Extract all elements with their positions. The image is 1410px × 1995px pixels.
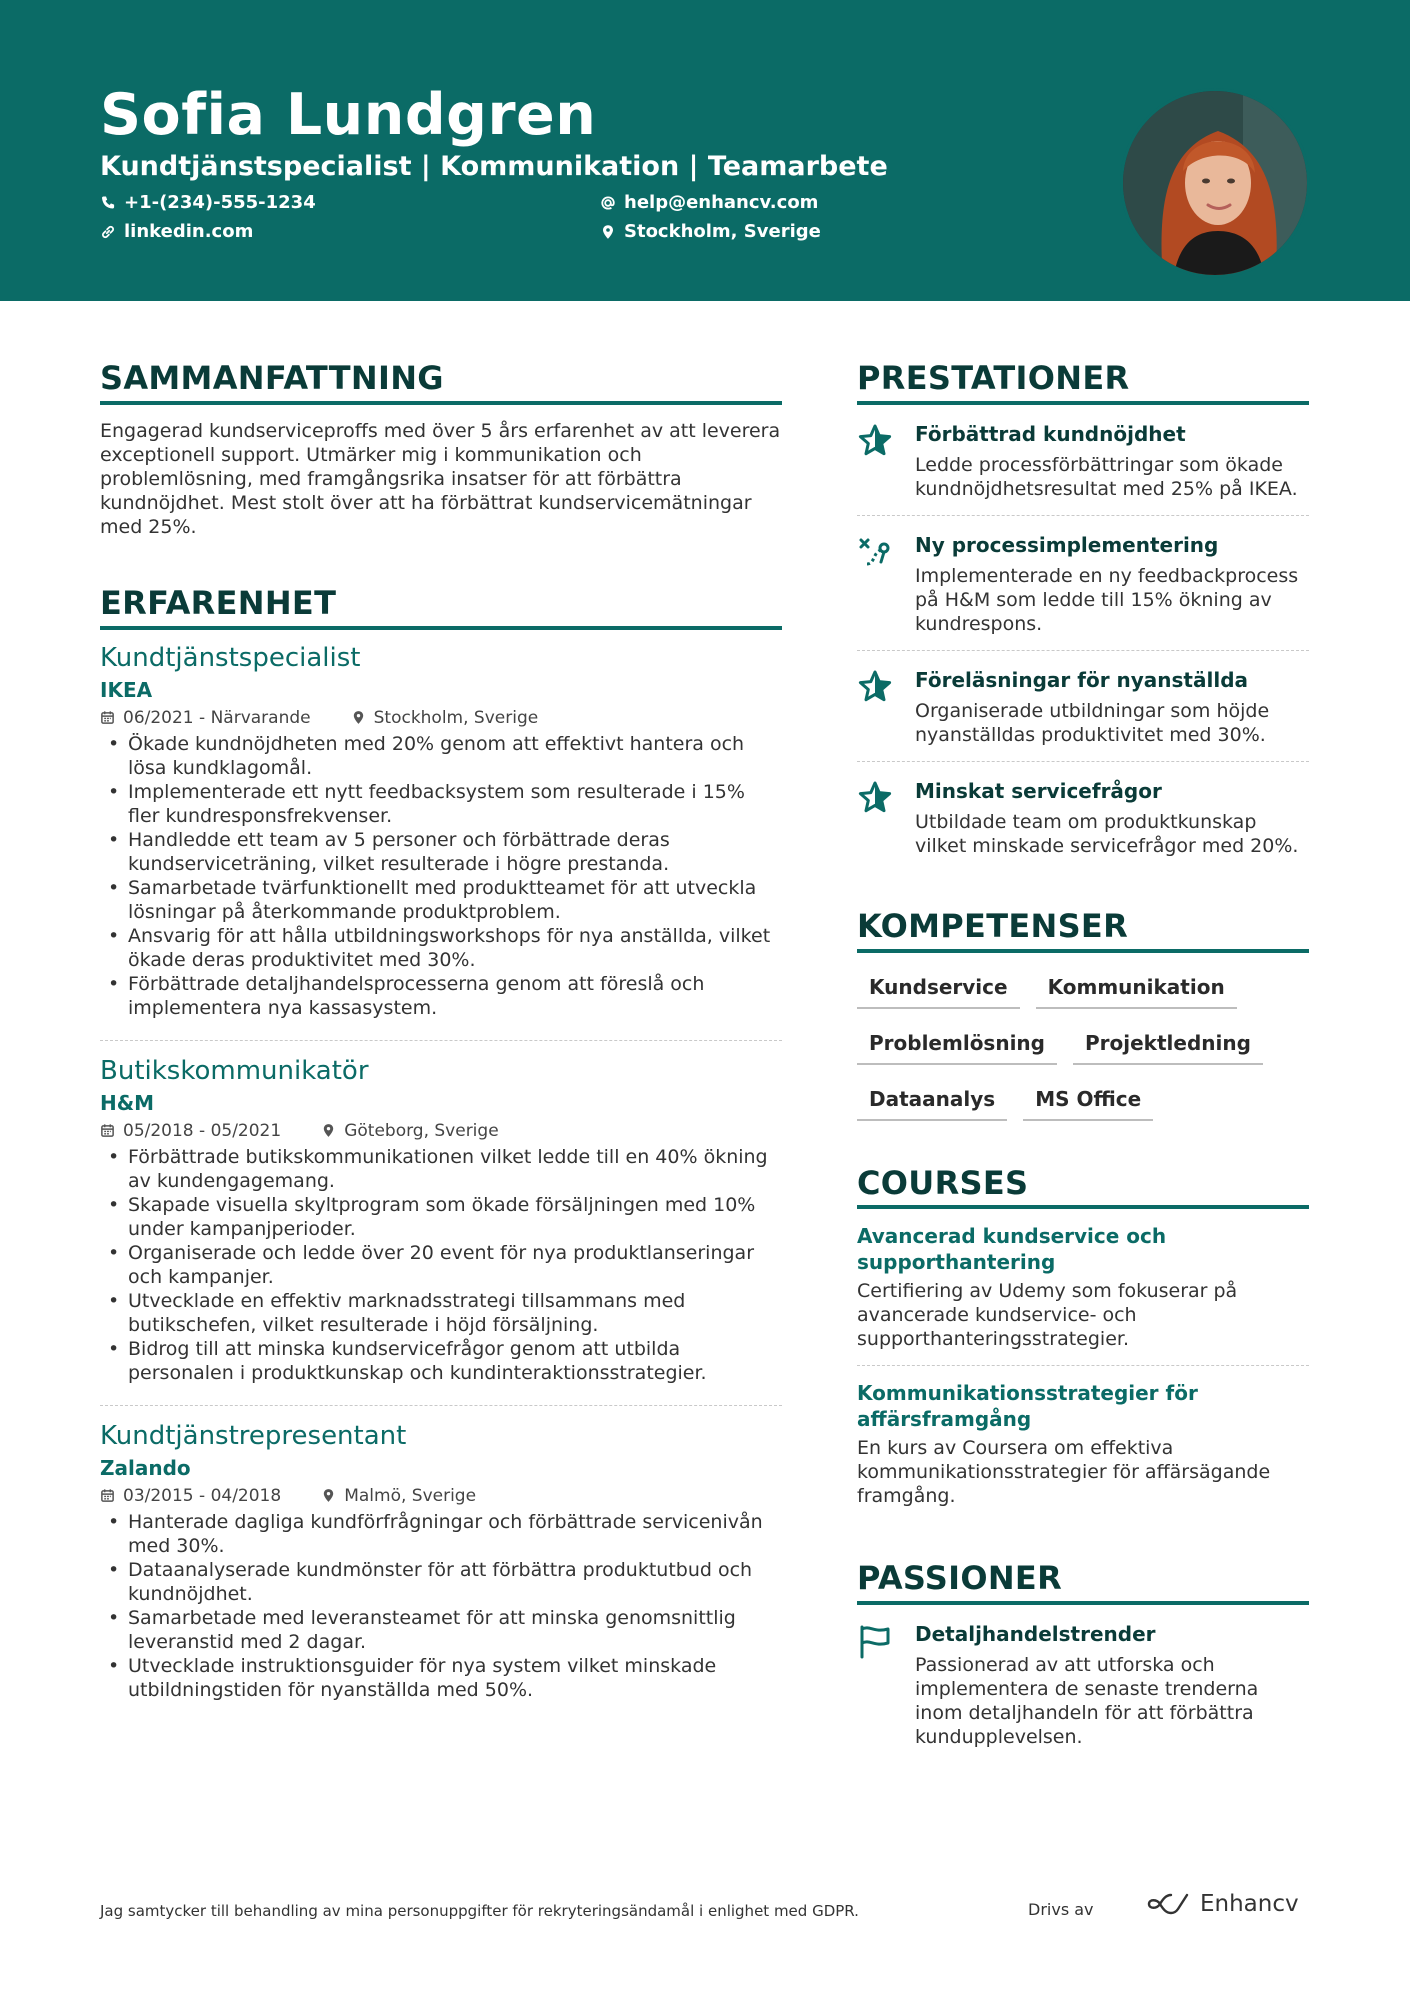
bullet: • Samarbetade tvärfunktionellt med produktteamet för att utveckla lösningar på återkommande produktproblem. [100, 876, 782, 924]
job-meta [100, 1121, 782, 1141]
route-icon [857, 534, 893, 570]
skill-tag: Dataanalys [857, 1081, 1007, 1121]
contact-phone[interactable] [100, 192, 316, 213]
achievement-title: Förbättrad kundnöjdhet [915, 421, 1186, 446]
passion-item [857, 1605, 1309, 1763]
skill-tag: Problemlösning [857, 1025, 1057, 1065]
enhancv-logo-icon [1146, 1892, 1192, 1916]
profile-photo [1120, 88, 1310, 278]
job-location: Stockholm, Sverige [373, 707, 539, 728]
location-text: Stockholm, Sverige [624, 221, 821, 242]
location-pin-icon [321, 1488, 336, 1503]
candidate-name: Sofia Lundgren [100, 82, 597, 148]
at-icon [600, 195, 616, 211]
achievements-title: PRESTATIONER [857, 360, 1309, 405]
experience-title: ERFARENHET [100, 585, 782, 630]
bullet: • Organiserade och ledde över 20 event för nya produktlanseringar och kampanjer. [100, 1241, 782, 1289]
star-icon [857, 423, 893, 459]
achievement-title: Föreläsningar för nyanställda [915, 667, 1249, 692]
skill-tag: MS Office [1023, 1081, 1153, 1121]
bullet: • Implementerade ett nytt feedbacksystem som resulterade i 15% fler kundresponsfrekvenser. [100, 780, 782, 828]
passion-title: Detaljhandelstrender [915, 1622, 1156, 1647]
achievement-title: Minskat servicefrågor [915, 778, 1162, 803]
bullet: • Ökade kundnöjdheten med 20% genom att effektivt hantera och lösa kundklagomål. [100, 732, 782, 780]
location-pin-icon [351, 710, 366, 725]
tagline: Kundtjänstspecialist | Kommunikation | Teamarbete [100, 151, 888, 182]
contact-linkedin[interactable] [100, 221, 253, 242]
job-dates: 05/2018 - 05/2021 [123, 1120, 282, 1141]
location-pin-icon [321, 1123, 336, 1138]
bullet: • Dataanalyserade kundmönster för att förbättra produktutbud och kundnöjdhet. [100, 1558, 782, 1606]
star-icon [857, 780, 893, 816]
course-item [857, 1366, 1309, 1522]
achievement-item [857, 651, 1309, 762]
job-entry [100, 1041, 782, 1406]
contact-location [600, 221, 821, 242]
job-location: Göteborg, Sverige [344, 1120, 499, 1141]
skill-tag: Kundservice [857, 969, 1020, 1009]
phone-text: +1-(234)-555-1234 [124, 192, 316, 213]
powered-by: Drivs av [1028, 1900, 1094, 1919]
header [0, 0, 1410, 301]
right-column [857, 360, 1309, 1763]
achievement-item [857, 405, 1309, 516]
courses-title: COURSES [857, 1165, 1309, 1210]
job-meta [100, 708, 782, 728]
bullet: • Bidrog till att minska kundservicefrågor genom att utbilda personalen i produktkunskap och kundinteraktionsstrategier. [100, 1337, 782, 1385]
job-entry [100, 630, 782, 1041]
achievement-item [857, 516, 1309, 651]
skill-tag: Kommunikation [1036, 969, 1237, 1009]
job-bullets [100, 1145, 782, 1385]
job-entry [100, 1406, 782, 1722]
achievement-item [857, 762, 1309, 872]
summary-text: Engagerad kundserviceproffs med över 5 års erfarenhet av att leverera exceptionell support. Utmärker mig i kommunikation och problemlösning, med framgångsrika insatser för att förbättra kundnöjdhet. Mest stolt över att ha förbättrat kundservicemätningar med 25%. [100, 419, 781, 538]
left-column [100, 360, 782, 1722]
bullet: • Samarbetade med leveransteamet för att minska genomsnittlig leveranstid med 2 dagar. [100, 1606, 782, 1654]
job-bullets [100, 1510, 782, 1702]
avatar-illustration [1123, 91, 1310, 278]
star-icon [857, 669, 893, 705]
course-title: Avancerad kundservice och supporthantering [857, 1224, 1167, 1275]
bullet: • Förbättrade detaljhandelsprocesserna genom att föreslå och implementera nya kassasystem. [100, 972, 782, 1020]
job-dates: 06/2021 - Närvarande [123, 707, 311, 728]
achievement-title: Ny processimplementering [915, 532, 1219, 557]
location-pin-icon [600, 224, 616, 240]
bullet: • Förbättrade butikskommunikationen vilket ledde till en 40% ökning av kundengagemang. [100, 1145, 782, 1193]
email-text: help@enhancv.com [624, 192, 819, 213]
linkedin-text: linkedin.com [124, 221, 254, 242]
bullet: • Utvecklade en effektiv marknadsstrategi tillsammans med butikschefen, vilket resulterade i höjd försäljning. [100, 1289, 782, 1337]
job-title: Kundtjänstrepresentant [100, 1420, 407, 1451]
calendar-icon [100, 1123, 115, 1138]
job-title: Kundtjänstspecialist [100, 642, 361, 673]
job-dates: 03/2015 - 04/2018 [123, 1485, 282, 1506]
achievement-desc: Organiserade utbildningar som höjde nyanställdas produktivitet med 30%. [915, 699, 1270, 746]
gdpr-consent: Jag samtycker till behandling av mina personuppgifter för rekryteringsändamål i enlighet med GDPR. [100, 1902, 859, 1920]
job-location: Malmö, Sverige [344, 1485, 477, 1506]
bullet: • Ansvarig för att hålla utbildningsworkshops för nya anställda, vilket ökade deras produktivitet med 30%. [100, 924, 782, 972]
skill-tag: Projektledning [1073, 1025, 1263, 1065]
job-company: H&M [100, 1090, 155, 1115]
calendar-icon [100, 1488, 115, 1503]
job-title: Butikskommunikatör [100, 1055, 369, 1086]
brand-name: Enhancv [1200, 1891, 1299, 1917]
bullet: • Hanterade dagliga kundförfrågningar och förbättrade servicenivån med 30%. [100, 1510, 782, 1558]
course-title: Kommunikationsstrategier för affärsframgång [857, 1381, 1198, 1432]
course-desc: Certifiering av Udemy som fokuserar på avancerade kundservice- och supporthanteringsstrategier. [857, 1280, 1238, 1351]
contact-email[interactable] [600, 192, 818, 213]
bullet: • Handledde ett team av 5 personer och förbättrade deras kundserviceträning, vilket resulterade i högre prestanda. [100, 828, 782, 876]
achievement-desc: Implementerade en ny feedbackprocess på H&M som ledde till 15% ökning av kundrespons. [915, 564, 1299, 635]
course-desc: En kurs av Coursera om effektiva kommunikationsstrategier för affärsägande framgång. [857, 1437, 1271, 1508]
job-company: Zalando [100, 1455, 191, 1480]
passions-title: PASSIONER [857, 1560, 1309, 1605]
calendar-icon [100, 710, 115, 725]
job-company: IKEA [100, 677, 153, 702]
job-bullets [100, 732, 782, 1020]
summary-title: SAMMANFATTNING [100, 360, 782, 405]
link-icon [100, 224, 116, 240]
bullet: • Skapade visuella skyltprogram som ökade försäljningen med 10% under kampanjperioder. [100, 1193, 782, 1241]
skills-list [857, 969, 1309, 1121]
skills-title: KOMPETENSER [857, 908, 1309, 953]
achievement-desc: Utbildade team om produktkunskap vilket minskade servicefrågor med 20%. [915, 810, 1299, 857]
job-meta [100, 1486, 782, 1506]
enhancv-logo[interactable] [1146, 1891, 1299, 1917]
passion-desc: Passionerad av att utforska och implementera de senaste trenderna inom detaljhandeln för att förbättra kundupplevelsen. [915, 1654, 1259, 1749]
phone-icon [100, 195, 116, 211]
flag-icon [857, 1623, 893, 1659]
achievement-desc: Ledde processförbättringar som ökade kundnöjdhetsresultat med 25% på IKEA. [915, 453, 1298, 500]
course-item [857, 1209, 1309, 1366]
bullet: • Utvecklade instruktionsguider för nya system vilket minskade utbildningstiden för nyanställda med 50%. [100, 1654, 782, 1702]
